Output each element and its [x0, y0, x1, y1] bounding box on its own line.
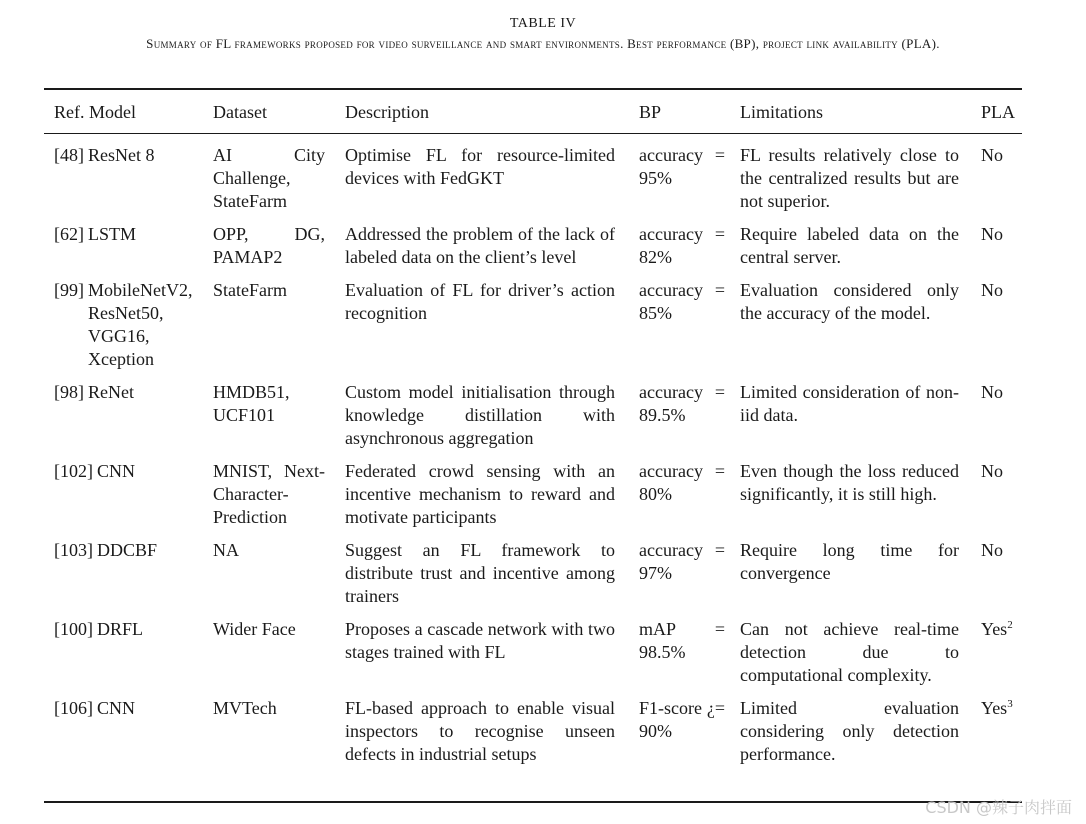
header-pla: PLA [981, 101, 1016, 122]
cell-description: Optimise FL for resource-limited devices with FedGKT [345, 145, 615, 188]
pla-value: No [981, 145, 1003, 165]
cell-dataset: StateFarm [213, 280, 287, 300]
header-description: Description [345, 101, 429, 122]
cell-limitations: Require long time for convergence [740, 540, 959, 583]
cell-pla [971, 450, 1022, 529]
cell-limitations: Limited consideration of non-iid data. [740, 382, 959, 425]
cell-ref-model [44, 213, 202, 269]
cell-ref-model [44, 450, 202, 529]
cell-bp: F1-score ¿= 90% [639, 698, 725, 741]
ref-number: [99] [54, 280, 84, 300]
model-name: DDCBF [97, 540, 158, 560]
cell-bp: accuracy = 97% [639, 540, 725, 583]
cell-ref-model [44, 687, 202, 766]
bottom-rule [44, 801, 1022, 803]
pla-value: No [981, 540, 1003, 560]
header-dataset: Dataset [213, 101, 267, 122]
table-row [44, 608, 1022, 687]
cell-dataset: OPP, DG, PAMAP2 [213, 224, 325, 267]
pla-value: Yes [981, 698, 1008, 718]
cell-dataset: NA [213, 540, 239, 560]
cell-pla [971, 134, 1022, 213]
cell-dataset: Wider Face [213, 619, 296, 639]
ref-number: [102] [54, 461, 93, 481]
model-name: ReNet [88, 382, 134, 402]
cell-dataset: HMDB51, UCF101 [213, 382, 290, 425]
cell-description: Addressed the problem of the lack of labeled data on the client’s level [345, 224, 615, 267]
model-name: CNN [97, 461, 136, 481]
cell-ref-model [44, 608, 202, 687]
fl-frameworks-table [44, 90, 1022, 766]
cell-description: Suggest an FL framework to distribute trust and incentive among trainers [345, 540, 615, 606]
header-row [44, 90, 1022, 134]
cell-bp: accuracy = 85% [639, 280, 725, 323]
cell-ref-model [44, 529, 202, 608]
cell-dataset: AI City Challenge, StateFarm [213, 145, 325, 211]
cell-dataset: MNIST, Next-Character-Prediction [213, 461, 325, 527]
pla-value: No [981, 461, 1003, 481]
ref-number: [106] [54, 698, 93, 718]
header-ref-model: Ref. Model [54, 101, 136, 122]
cell-ref-model [44, 269, 202, 371]
cell-pla [971, 371, 1022, 450]
cell-description: FL-based approach to enable visual inspectors to recognise unseen defects in industrial setups [345, 698, 615, 764]
pla-value: No [981, 280, 1003, 300]
table-row [44, 269, 1022, 371]
cell-pla [971, 608, 1022, 687]
cell-pla [971, 529, 1022, 608]
cell-dataset: MVTech [213, 698, 277, 718]
cell-limitations: Even though the loss reduced significantly, it is still high. [740, 461, 959, 504]
model-name: CNN [97, 698, 136, 718]
cell-limitations: FL results relatively close to the centralized results but are not superior. [740, 145, 959, 211]
header-bp: BP [639, 101, 662, 122]
cell-pla [971, 687, 1022, 766]
pla-value: No [981, 382, 1003, 402]
pla-footnote: 3 [1007, 698, 1013, 710]
table-row [44, 134, 1022, 213]
model-name: LSTM [88, 224, 137, 244]
watermark: CSDN @辣子肉拌面 [925, 798, 1072, 817]
cell-pla [971, 269, 1022, 371]
model-name: MobileNetV2, ResNet50, VGG16, Xception [88, 280, 193, 369]
pla-footnote: 2 [1007, 619, 1013, 631]
ref-number: [100] [54, 619, 93, 639]
cell-description: Federated crowd sensing with an incentive mechanism to reward and motivate participants [345, 461, 615, 527]
table-row [44, 450, 1022, 529]
cell-limitations: Can not achieve real-time detection due to computational complexity. [740, 619, 959, 685]
cell-pla [971, 213, 1022, 269]
cell-bp: accuracy = 89.5% [639, 382, 725, 425]
cell-ref-model [44, 371, 202, 450]
cell-limitations: Limited evaluation considering only detection performance. [740, 698, 959, 764]
pla-value: Yes [981, 619, 1008, 639]
pla-value: No [981, 224, 1003, 244]
cell-description: Custom model initialisation through knowledge distillation with asynchronous aggregation [345, 382, 615, 448]
cell-description: Proposes a cascade network with two stages trained with FL [345, 619, 615, 662]
cell-bp: mAP = 98.5% [639, 619, 725, 662]
cell-bp: accuracy = 80% [639, 461, 725, 504]
ref-number: [98] [54, 382, 84, 402]
table-caption: Summary of FL frameworks proposed for video surveillance and smart environments. Best performance (BP), project link availability (PLA). [146, 36, 940, 51]
table-number: TABLE IV [509, 16, 577, 31]
cell-bp: accuracy = 82% [639, 224, 725, 267]
ref-number: [48] [54, 145, 84, 165]
table-row [44, 371, 1022, 450]
cell-ref-model [44, 134, 202, 213]
ref-number: [62] [54, 224, 84, 244]
ref-number: [103] [54, 540, 93, 560]
cell-limitations: Evaluation considered only the accuracy of the model. [740, 280, 959, 323]
table-row [44, 687, 1022, 766]
model-name: ResNet 8 [88, 145, 155, 165]
table-row [44, 529, 1022, 608]
model-name: DRFL [97, 619, 144, 639]
cell-description: Evaluation of FL for driver’s action recognition [345, 280, 615, 323]
cell-bp: accuracy = 95% [639, 145, 725, 188]
header-limitations: Limitations [740, 101, 823, 122]
table-row [44, 213, 1022, 269]
cell-limitations: Require labeled data on the central server. [740, 224, 959, 267]
